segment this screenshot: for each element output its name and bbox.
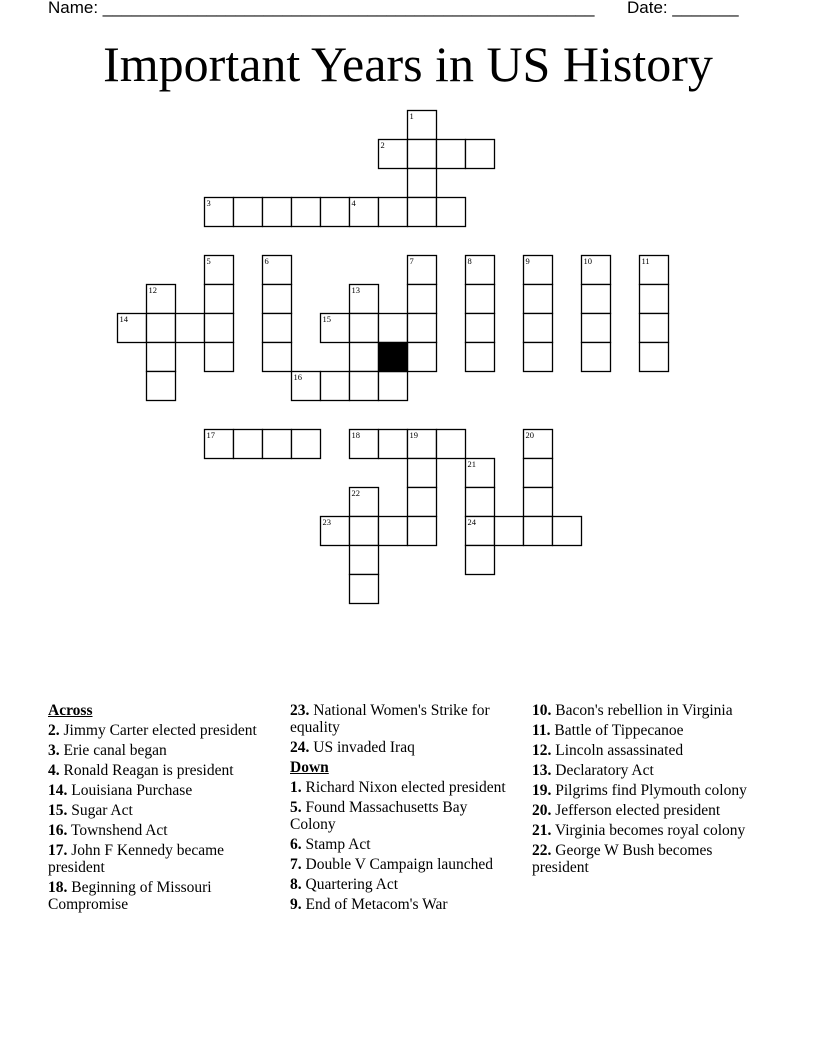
clue-number-label: 3 <box>206 198 211 208</box>
clue-text: Lincoln assassinated <box>551 742 684 759</box>
grid-cell[interactable] <box>640 314 669 343</box>
grid-cell[interactable] <box>263 285 292 314</box>
grid-cell[interactable] <box>466 488 495 517</box>
clue-item <box>290 896 510 913</box>
clue-number: 18. <box>48 879 68 896</box>
clue-text: US invaded Iraq <box>309 739 415 756</box>
clue-text: Battle of Tippecanoe <box>550 722 684 739</box>
clue-number-label: 8 <box>467 256 472 266</box>
clue-item <box>532 802 757 819</box>
grid-cell[interactable] <box>408 517 437 546</box>
clue-number-label: 20 <box>525 430 534 440</box>
clue-number-label: 2 <box>380 140 385 150</box>
grid-cell[interactable] <box>350 546 379 575</box>
clue-number-label: 13 <box>351 285 360 295</box>
clue-number: 19. <box>532 782 552 799</box>
clue-number: 22. <box>532 842 552 859</box>
clue-number: 20. <box>532 802 552 819</box>
date-field-label: Date: _______ <box>627 0 739 17</box>
grid-cell[interactable] <box>350 343 379 372</box>
grid-cell[interactable] <box>176 314 205 343</box>
grid-cell[interactable] <box>379 198 408 227</box>
grid-cell[interactable] <box>408 314 437 343</box>
grid-cell[interactable] <box>350 372 379 401</box>
clue-number-label: 10 <box>583 256 592 266</box>
clues-column-1 <box>48 702 273 916</box>
clue-number: 4. <box>48 762 60 779</box>
clue-number: 23. <box>290 702 310 719</box>
clue-number-label: 12 <box>148 285 157 295</box>
clue-text: Double V Campaign launched <box>301 856 494 873</box>
grid-cell[interactable] <box>466 285 495 314</box>
grid-cell[interactable] <box>263 314 292 343</box>
grid-cell[interactable] <box>234 430 263 459</box>
grid-cell[interactable] <box>263 198 292 227</box>
across-heading: Across <box>48 702 93 719</box>
clue-item <box>532 702 757 719</box>
across-clue-list-continued <box>290 702 510 756</box>
grid-cell[interactable] <box>524 285 553 314</box>
clue-item <box>532 822 757 839</box>
black-cell <box>379 343 408 372</box>
down-clue-list-continued <box>532 702 757 876</box>
grid-cell[interactable] <box>524 517 553 546</box>
clue-text: Louisiana Purchase <box>67 782 193 799</box>
grid-cell[interactable] <box>408 488 437 517</box>
grid-cell[interactable] <box>205 285 234 314</box>
grid-cell[interactable] <box>466 140 495 169</box>
clue-number: 17. <box>48 842 68 859</box>
grid-cell[interactable] <box>350 517 379 546</box>
grid-cell[interactable] <box>466 314 495 343</box>
clue-number: 5. <box>290 799 302 816</box>
clue-number-label: 9 <box>525 256 530 266</box>
clue-text: Jimmy Carter elected president <box>59 722 257 739</box>
down-clue-list <box>290 779 510 913</box>
clue-number: 3. <box>48 742 60 759</box>
clue-item <box>532 782 757 799</box>
clue-text: Quartering Act <box>301 876 399 893</box>
clue-text: Beginning of Missouri Compromise <box>48 879 212 913</box>
grid-cell[interactable] <box>234 198 263 227</box>
grid-cell[interactable] <box>495 517 524 546</box>
clue-number-label: 21 <box>467 459 476 469</box>
clue-text: John F Kennedy became president <box>48 842 225 876</box>
clue-number: 7. <box>290 856 302 873</box>
clue-number: 24. <box>290 739 310 756</box>
grid-cell[interactable] <box>147 372 176 401</box>
clue-number: 15. <box>48 802 68 819</box>
clue-item <box>48 782 273 799</box>
clue-number-label: 6 <box>264 256 269 266</box>
clue-item <box>48 722 273 739</box>
grid-cell[interactable] <box>582 314 611 343</box>
grid-cell[interactable] <box>437 430 466 459</box>
clue-text: Stamp Act <box>301 836 371 853</box>
clue-number: 8. <box>290 876 302 893</box>
clue-text: National Women's Strike for equality <box>290 702 490 736</box>
clue-text: Ronald Reagan is president <box>59 762 234 779</box>
clue-text: Declaratory Act <box>551 762 654 779</box>
grid-cell[interactable] <box>379 314 408 343</box>
clue-text: Bacon's rebellion in Virginia <box>551 702 733 719</box>
clue-number: 10. <box>532 702 552 719</box>
clues-column-2 <box>290 702 510 916</box>
grid-cell[interactable] <box>379 517 408 546</box>
clue-text: Erie canal began <box>59 742 167 759</box>
clue-number-label: 4 <box>351 198 356 208</box>
clues-column-3 <box>532 702 757 879</box>
grid-cell[interactable] <box>408 343 437 372</box>
clue-number-label: 24 <box>467 517 476 527</box>
clue-number: 1. <box>290 779 302 796</box>
grid-cell[interactable] <box>408 198 437 227</box>
clue-item <box>290 779 510 796</box>
clue-number-label: 22 <box>351 488 360 498</box>
grid-cell[interactable] <box>321 198 350 227</box>
grid-cell[interactable] <box>524 488 553 517</box>
grid-cell[interactable] <box>582 285 611 314</box>
clue-number-label: 18 <box>351 430 360 440</box>
clue-text: Pilgrims find Plymouth colony <box>551 782 747 799</box>
grid-cell[interactable] <box>205 314 234 343</box>
grid-cell[interactable] <box>466 546 495 575</box>
clue-number-label: 15 <box>322 314 331 324</box>
grid-cell[interactable] <box>350 575 379 604</box>
clue-item <box>290 702 510 736</box>
clue-number: 12. <box>532 742 552 759</box>
grid-cell[interactable] <box>263 343 292 372</box>
clue-number: 2. <box>48 722 60 739</box>
grid-cell[interactable] <box>379 372 408 401</box>
grid-cell[interactable] <box>524 459 553 488</box>
grid-cell[interactable] <box>379 430 408 459</box>
clue-text: Jefferson elected president <box>551 802 721 819</box>
clue-number: 14. <box>48 782 68 799</box>
clue-item <box>290 856 510 873</box>
clue-text: End of Metacom's War <box>301 896 448 913</box>
clue-number-label: 14 <box>119 314 128 324</box>
clue-text: Virginia becomes royal colony <box>551 822 746 839</box>
clue-text: George W Bush becomes president <box>532 842 713 876</box>
clue-number-label: 7 <box>409 256 414 266</box>
clue-number: 9. <box>290 896 302 913</box>
across-clue-list <box>48 722 273 913</box>
grid-cell[interactable] <box>640 343 669 372</box>
clue-item <box>532 842 757 876</box>
grid-cell[interactable] <box>408 459 437 488</box>
clue-number: 6. <box>290 836 302 853</box>
grid-cell[interactable] <box>640 285 669 314</box>
clue-number-label: 17 <box>206 430 215 440</box>
grid-cell[interactable] <box>466 343 495 372</box>
grid-cell[interactable] <box>524 314 553 343</box>
clue-item <box>290 876 510 893</box>
clue-number-label: 11 <box>641 256 650 266</box>
grid-cell[interactable] <box>292 198 321 227</box>
clue-item <box>48 879 273 913</box>
grid-cell[interactable] <box>350 314 379 343</box>
grid-cell[interactable] <box>582 343 611 372</box>
clue-item <box>290 739 510 756</box>
grid-cell[interactable] <box>147 343 176 372</box>
clue-item <box>532 742 757 759</box>
grid-cell[interactable] <box>553 517 582 546</box>
clue-item <box>48 842 273 876</box>
grid-cell[interactable] <box>524 343 553 372</box>
clue-number: 16. <box>48 822 68 839</box>
clue-item <box>48 762 273 779</box>
clue-item <box>48 822 273 839</box>
clue-text: Found Massachusetts Bay Colony <box>290 799 468 833</box>
name-field-label: Name: ____________________________________________________ <box>48 0 595 17</box>
clue-number: 11. <box>532 722 551 739</box>
clue-number: 13. <box>532 762 552 779</box>
clue-item <box>48 802 273 819</box>
clue-item <box>48 742 273 759</box>
grid-cell[interactable] <box>408 140 437 169</box>
clue-number-label: 23 <box>322 517 331 527</box>
grid-cell[interactable] <box>408 169 437 198</box>
clue-number-label: 19 <box>409 430 418 440</box>
clue-number-label: 1 <box>409 111 414 121</box>
clue-text: Richard Nixon elected president <box>301 779 506 796</box>
clue-number-label: 5 <box>206 256 211 266</box>
grid-cell[interactable] <box>321 372 350 401</box>
down-heading: Down <box>290 759 329 776</box>
clue-item <box>290 836 510 853</box>
clue-item <box>532 722 757 739</box>
grid-cell[interactable] <box>147 314 176 343</box>
grid-cell[interactable] <box>292 430 321 459</box>
grid-cell[interactable] <box>205 343 234 372</box>
clue-text: Sugar Act <box>67 802 133 819</box>
grid-cell[interactable] <box>437 140 466 169</box>
clue-item <box>532 762 757 779</box>
clue-number: 21. <box>532 822 552 839</box>
grid-cell[interactable] <box>437 198 466 227</box>
page-title: Important Years in US History <box>103 36 713 92</box>
clue-text: Townshend Act <box>67 822 168 839</box>
grid-cell[interactable] <box>263 430 292 459</box>
clue-number-label: 16 <box>293 372 302 382</box>
clue-item <box>290 799 510 833</box>
grid-cell[interactable] <box>408 285 437 314</box>
